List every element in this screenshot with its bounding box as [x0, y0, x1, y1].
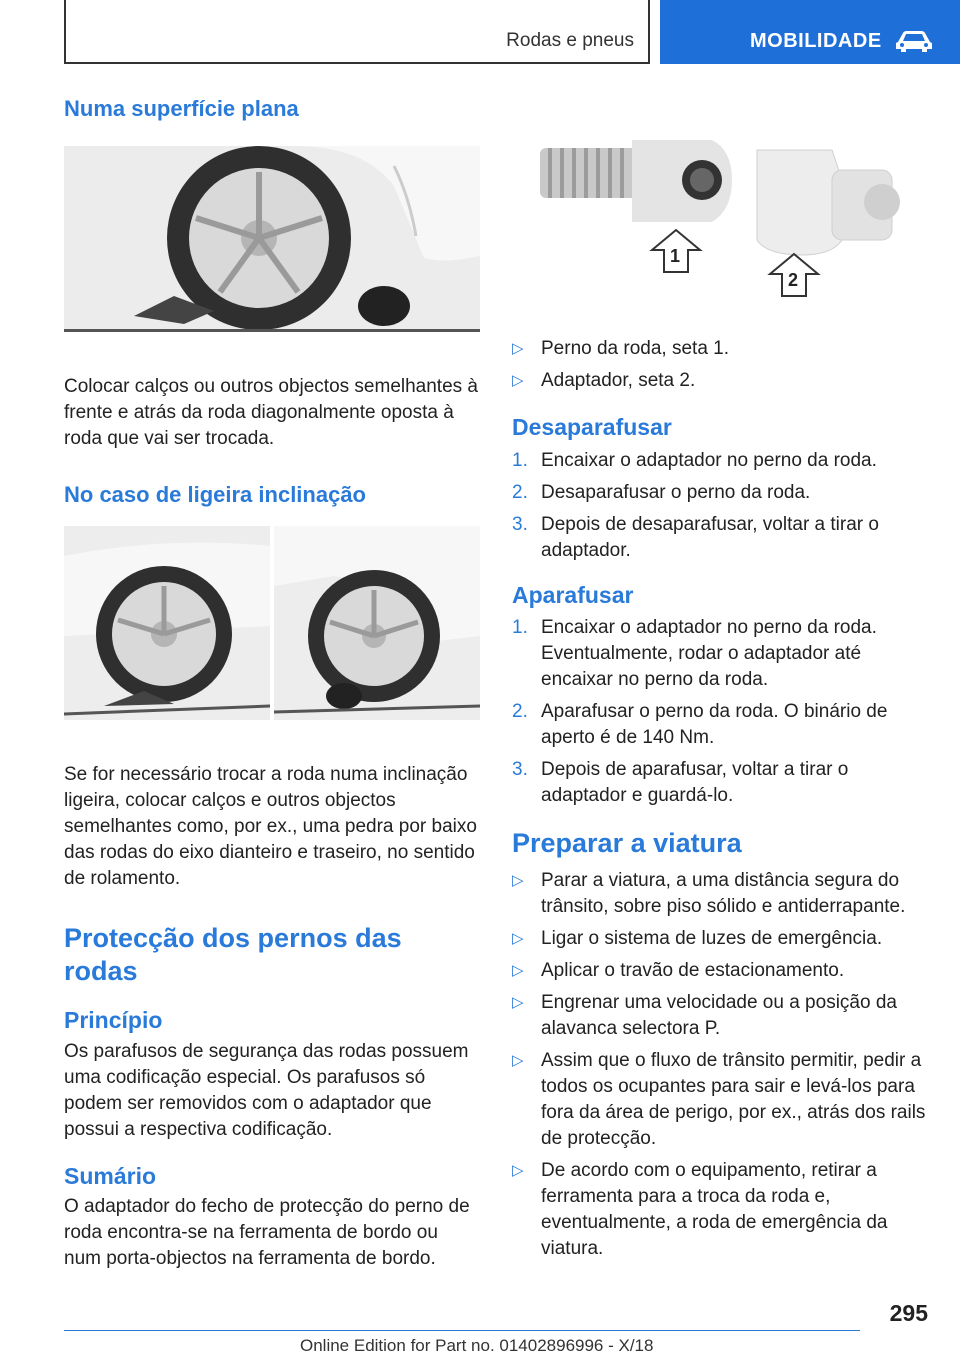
bolt-adapter-illustration [512, 140, 928, 312]
heading-wheel-lock: Protecção dos pernos das rodas [64, 923, 402, 986]
list-item: 1. Encaixar o adaptador no perno da roda. [512, 449, 877, 471]
parts-list [512, 336, 928, 394]
heading-unscrew: Desaparafusar [512, 414, 672, 440]
section-tab-label: MOBILIDADE [750, 30, 882, 52]
triangle-bullet-icon: ▷ [512, 340, 524, 357]
triangle-bullet-icon: ▷ [512, 929, 524, 947]
arrow-label-2: 2 [788, 270, 799, 290]
list-item: ▷ Perno da roda, seta 1. [512, 336, 928, 362]
arrow-label-1: 1 [670, 246, 681, 266]
car-icon [894, 28, 934, 54]
list-item: 3. Depois de desaparafusar, voltar a tirar o adaptador. [512, 513, 879, 561]
triangle-bullet-icon: ▷ [512, 1051, 524, 1069]
list-item: ▷ De acordo com o equipamento, retirar a ferramenta para a troca da roda e, eventualmente, a roda de emergência da viatura. [512, 1159, 888, 1259]
triangle-bullet-icon: ▷ [512, 1161, 524, 1179]
triangle-bullet-icon: ▷ [512, 372, 524, 389]
footer-rule [64, 1330, 860, 1331]
wheel-flat-illustration [64, 146, 480, 332]
triangle-bullet-icon: ▷ [512, 871, 524, 889]
list-item: ▷ Engrenar uma velocidade ou a posição da alavanca selectora P. [512, 991, 897, 1039]
text-slight-slope: Se for necessário trocar a roda numa inclinação ligeira, colocar calços e outros objectos semelhantes como, por ex., uma pedra por baixo das rodas do eixo dianteiro e traseiro, no sentido de rolamento. [64, 764, 477, 890]
figure-wheel-chocks-flat [64, 146, 480, 332]
bolt-thread [540, 148, 640, 198]
chapter-title: Rodas e pneus [506, 30, 634, 51]
list-item: ▷ Assim que o fluxo de trânsito permitir, pedir a todos os ocupantes para sair e levá-los para fora da área de perigo, por ex., atrás dos rails de protecção. [512, 1049, 926, 1149]
list-item: 2. Desaparafusar o perno da roda. [512, 481, 811, 503]
heading-principle: Princípio [64, 1007, 163, 1034]
list-item: ▷ Aplicar o travão de estacionamento. [512, 958, 928, 984]
text-flat-surface: Colocar calços ou outros objectos semelhantes à frente e atrás da roda diagonalmente oposta à roda que vai ser trocada. [64, 376, 479, 449]
heading-prepare-vehicle: Preparar a viatura [512, 828, 742, 859]
text-principle: Os parafusos de segurança das rodas possuem uma codificação especial. Os parafusos só podem ser removidos com o adaptador que possui a respectiva codificação. [64, 1040, 469, 1140]
screw-steps [512, 615, 928, 809]
list-item: 2. Aparafusar o perno da roda. O binário de aperto é de 140 Nm. [512, 701, 888, 749]
list-item: 3. Depois de aparafusar, voltar a tirar o adaptador e guardá-lo. [512, 759, 849, 807]
right-column [512, 140, 928, 1268]
footer-edition: Online Edition for Part no. 01402896996 - X/18 [300, 1336, 654, 1355]
heading-flat-surface: Numa superfície plana [64, 96, 299, 121]
triangle-bullet-icon: ▷ [512, 961, 524, 979]
page-number: 295 [889, 1300, 928, 1326]
figure-wheel-chocks-slope [64, 526, 480, 720]
unscrew-steps [512, 448, 928, 564]
list-item: 1. Encaixar o adaptador no perno da roda. Eventualmente, rodar o adaptador até encaixar no perno da roda. [512, 617, 877, 691]
heading-screw: Aparafusar [512, 581, 634, 608]
prepare-list [512, 868, 928, 1262]
figure-lock-bolt-adapter [512, 140, 928, 312]
figure-rule [64, 329, 480, 332]
list-item: ▷ Adaptador, seta 2. [512, 368, 928, 394]
list-item: ▷ Parar a viatura, a uma distância segura do trânsito, sobre piso sólido e antiderrapante. [512, 869, 906, 917]
triangle-bullet-icon: ▷ [512, 993, 524, 1011]
section-tab[interactable] [660, 0, 960, 64]
heading-overview: Sumário [64, 1162, 157, 1189]
list-item: ▷ Ligar o sistema de luzes de emergência. [512, 926, 928, 952]
text-overview: O adaptador do fecho de protecção do perno de roda encontra-se na ferramenta de bordo ou num porta-objectos na ferramenta de bordo. [64, 1196, 470, 1270]
wheel-slope-illustration [64, 526, 480, 720]
heading-slight-slope: No caso de ligeira inclinação [64, 482, 366, 507]
header-chapter-box [64, 0, 650, 64]
left-column [64, 96, 480, 1272]
